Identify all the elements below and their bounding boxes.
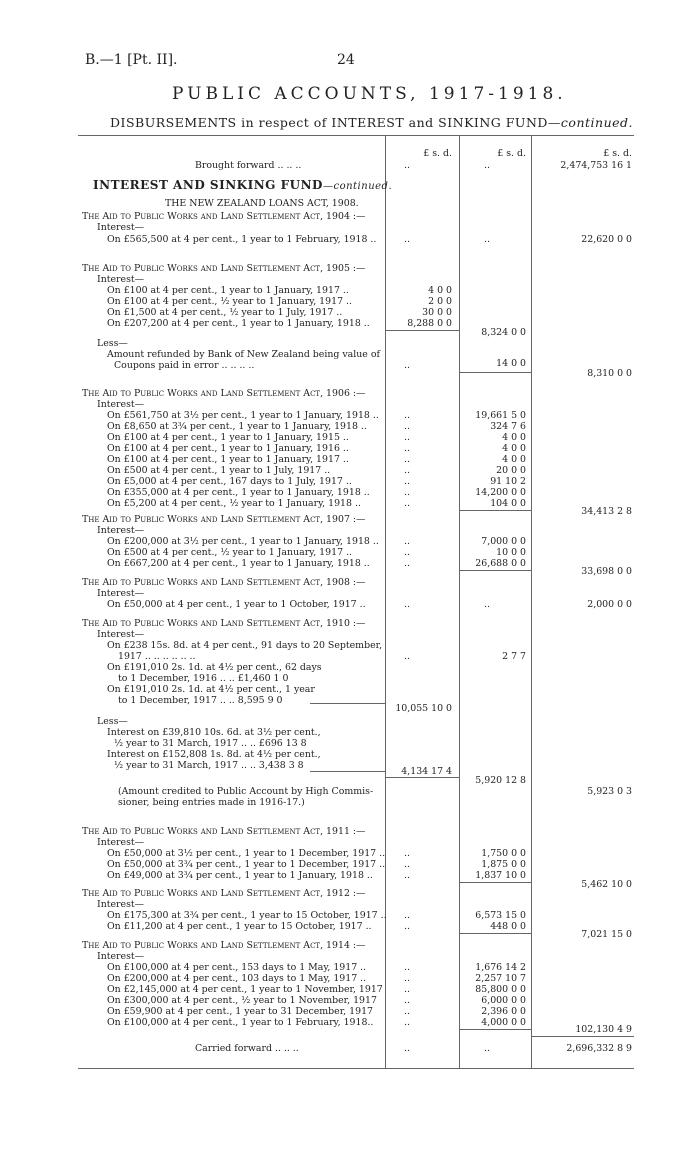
act-1906-line: On £500 at 4 per cent., 1 year to 1 July, 1917 .. — [107, 465, 331, 476]
act-1907-title: The Aid to Public Works and Land Settlement Act, 1907 :— — [82, 514, 366, 525]
act-1910-note-2: sioner, being entries made in 1916-17.) — [118, 797, 305, 808]
act-1904-total: 22,620 0 0 — [581, 234, 632, 245]
act-1906-line-value: 104 0 0 — [490, 498, 526, 509]
column-divider-2 — [459, 135, 460, 1068]
act-1911-total: 5,462 10 0 — [581, 879, 632, 890]
act-1905-line-value: 4 0 0 — [428, 285, 452, 296]
act-1910-line-2b: to 1 December, 1916 .. .. £1,460 1 0 — [118, 673, 289, 684]
act-1907-total: 33,698 0 0 — [581, 566, 632, 577]
act-1910-sum-rule — [310, 703, 385, 704]
act-1906-title: The Aid to Public Works and Land Settlement Act, 1906 :— — [82, 388, 366, 399]
act-1911-line-value: 1,837 10 0 — [475, 870, 526, 881]
brought-forward-total: 2,474,753 16 1 — [560, 160, 632, 171]
act-1906-line-dots: .. — [404, 476, 410, 487]
column-header-3: £ s. d. — [603, 148, 632, 159]
act-1910-total: 5,923 0 3 — [587, 786, 632, 797]
act-1908-interest: Interest— — [97, 588, 145, 599]
act-1912-interest: Interest— — [97, 899, 145, 910]
act-1905-refund-dots: .. — [404, 360, 410, 371]
act-1905-title: The Aid to Public Works and Land Settlement Act, 1905 :— — [82, 263, 366, 274]
act-1906-line-dots: .. — [404, 443, 410, 454]
subtitle-continued: —continued. — [547, 115, 633, 130]
act-1914-line-value: 6,000 0 0 — [481, 995, 526, 1006]
act-1910-line-1-value: 2 7 7 — [502, 651, 526, 662]
act-1914-line-value: 2,396 0 0 — [481, 1006, 526, 1017]
act-heading: THE NEW ZEALAND LOANS ACT, 1908. — [165, 198, 359, 209]
act-1910-less-line-1a: Interest on £39,810 10s. 6d. at 3½ per cent., — [107, 727, 321, 738]
act-1907-line: On £667,200 at 4 per cent., 1 year to 1 January, 1918 .. — [107, 558, 370, 569]
act-1906-line-value: 19,661 5 0 — [475, 410, 526, 421]
act-1914-title: The Aid to Public Works and Land Settlement Act, 1914 :— — [82, 940, 366, 951]
act-1905-line-value: 8,288 0 0 — [407, 318, 452, 329]
act-1905-refund-value: 14 0 0 — [496, 358, 526, 369]
act-1906-line-value: 324 7 6 — [490, 421, 526, 432]
act-1907-line-value: 26,688 0 0 — [475, 558, 526, 569]
act-1906-line-dots: .. — [404, 487, 410, 498]
act-1914-line: On £59,900 at 4 per cent., 1 year to 31 December, 1917 — [107, 1006, 374, 1017]
act-1906-line-value: 14,200 0 0 — [475, 487, 526, 498]
act-1907-line-value: 7,000 0 0 — [481, 536, 526, 547]
act-1905-line-value: 30 0 0 — [422, 307, 452, 318]
act-1914-line: On £100,000 at 4 per cent., 1 year to 1 February, 1918.. — [107, 1017, 374, 1028]
act-1908-total: 2,000 0 0 — [587, 599, 632, 610]
act-1912-line-value: 6,573 15 0 — [475, 910, 526, 921]
act-1905-line: On £1,500 at 4 per cent., ½ year to 1 July, 1917 .. — [107, 307, 343, 318]
act-1906-line-value: 4 0 0 — [502, 432, 526, 443]
act-1907-sum-rule — [459, 570, 531, 571]
act-1908-line: On £50,000 at 4 per cent., 1 year to 1 October, 1917 .. — [107, 599, 366, 610]
act-1914-line: On £300,000 at 4 per cent., ½ year to 1 November, 1917 — [107, 995, 377, 1006]
act-1910-sum: 10,055 10 0 — [395, 703, 452, 714]
act-1906-line-dots: .. — [404, 465, 410, 476]
act-1914-line-dots: .. — [404, 1006, 410, 1017]
act-1911-interest: Interest— — [97, 837, 145, 848]
act-1907-line: On £200,000 at 3½ per cent., 1 year to 1 January, 1918 .. — [107, 536, 379, 547]
act-1910-note-1: (Amount credited to Public Account by High Commis- — [118, 786, 374, 797]
act-1905-interest: Interest— — [97, 274, 145, 285]
act-1912-line-value: 448 0 0 — [490, 921, 526, 932]
act-1906-line: On £100 at 4 per cent., 1 year to 1 January, 1915 .. — [107, 432, 349, 443]
act-1914-line-value: 85,800 0 0 — [475, 984, 526, 995]
act-1910-line-1a: On £238 15s. 8d. at 4 per cent., 91 days to 20 September, — [107, 640, 383, 651]
act-1914-interest: Interest— — [97, 951, 145, 962]
act-1910-line-2a: On £191,010 2s. 1d. at 4½ per cent., 62 days — [107, 662, 322, 673]
act-1914-line-dots: .. — [404, 962, 410, 973]
act-1907-line-value: 10 0 0 — [496, 547, 526, 558]
act-1914-line-dots: .. — [404, 995, 410, 1006]
act-1906-line-value: 91 10 2 — [490, 476, 526, 487]
act-1914-line-value: 2,257 10 7 — [475, 973, 526, 984]
act-1914-total: 102,130 4 9 — [575, 1024, 632, 1035]
act-1907-line: On £500 at 4 per cent., ½ year to 1 January, 1917 .. — [107, 547, 352, 558]
act-1912-sum-rule — [459, 933, 531, 934]
act-1906-line-value: 20 0 0 — [496, 465, 526, 476]
page-number: 24 — [337, 52, 355, 68]
act-1914-line-value: 4,000 0 0 — [481, 1017, 526, 1028]
act-1910-less-line-1b: ½ year to 31 March, 1917 .. .. £696 13 8 — [114, 738, 307, 749]
page-title: PUBLIC ACCOUNTS, 1917-1918. — [172, 84, 567, 104]
act-1906-line-value: 4 0 0 — [502, 454, 526, 465]
brought-forward-dots-2: .. — [484, 160, 490, 171]
act-1910-less: Less— — [97, 716, 128, 727]
carried-forward-rule — [531, 1036, 634, 1037]
act-1908-dots-2: .. — [484, 599, 490, 610]
act-1914-line-dots: .. — [404, 973, 410, 984]
act-1905-less: Less— — [97, 338, 128, 349]
act-1904-line: On £565,500 at 4 per cent., 1 year to 1 February, 1918 .. — [107, 234, 377, 245]
act-1906-line: On £561,750 at 3½ per cent., 1 year to 1 January, 1918 .. — [107, 410, 379, 421]
act-1905-net-rule — [459, 372, 531, 373]
act-1906-line: On £100 at 4 per cent., 1 year to 1 January, 1916 .. — [107, 443, 349, 454]
series-code: B.—1 [Pt. II]. — [85, 52, 178, 68]
act-1910-interest: Interest— — [97, 629, 145, 640]
act-1906-line: On £8,650 at 3¾ per cent., 1 year to 1 January, 1918 .. — [107, 421, 367, 432]
act-1905-line: On £100 at 4 per cent., 1 year to 1 January, 1917 .. — [107, 285, 349, 296]
act-1908-title: The Aid to Public Works and Land Settlement Act, 1908 :— — [82, 577, 366, 588]
act-1911-line-dots: .. — [404, 870, 410, 881]
act-1906-interest: Interest— — [97, 399, 145, 410]
act-1910-less-rule — [310, 771, 385, 772]
act-1904-dots-2: .. — [484, 234, 490, 245]
act-1906-sum-rule — [459, 510, 531, 511]
act-1910-net: 5,920 12 8 — [475, 775, 526, 786]
act-1906-line: On £100 at 4 per cent., 1 year to 1 January, 1917 .. — [107, 454, 349, 465]
act-1904-interest: Interest— — [97, 222, 145, 233]
act-1910-less-sum: 4,134 17 4 — [401, 766, 452, 777]
act-1914-line: On £200,000 at 4 per cent., 103 days to 1 May, 1917 .. — [107, 973, 367, 984]
act-1910-less-line-2b: ½ year to 31 March, 1917 .. .. 3,438 3 8 — [114, 760, 304, 771]
act-1914-line-dots: .. — [404, 1017, 410, 1028]
carried-forward-dots-2: .. — [484, 1043, 490, 1054]
act-1912-line: On £11,200 at 4 per cent., 1 year to 15 October, 1917 .. — [107, 921, 372, 932]
act-1905-refund-line-1: Amount refunded by Bank of New Zealand being value of — [107, 349, 380, 360]
act-1911-line-value: 1,875 0 0 — [481, 859, 526, 870]
act-1910-line-3b: to 1 December, 1917 .. .. 8,595 9 0 — [118, 695, 283, 706]
act-1914-line: On £2,145,000 at 4 per cent., 1 year to 1 November, 1917 — [107, 984, 383, 995]
act-1907-line-dots: .. — [404, 558, 410, 569]
act-1905-total: 8,310 0 0 — [587, 368, 632, 379]
act-1905-subtotal: 8,324 0 0 — [481, 327, 526, 338]
act-1905-line: On £100 at 4 per cent., ½ year to 1 January, 1917 .. — [107, 296, 352, 307]
act-1912-line-dots: .. — [404, 921, 410, 932]
act-1910-line-3a: On £191,010 2s. 1d. at 4½ per cent., 1 year — [107, 684, 315, 695]
act-1914-line-value: 1,676 14 2 — [475, 962, 526, 973]
act-1904-dots-1: .. — [404, 234, 410, 245]
table-bottom-rule — [78, 1068, 634, 1069]
act-1911-title: The Aid to Public Works and Land Settlement Act, 1911 :— — [82, 826, 366, 837]
act-1911-line: On £49,000 at 3¾ per cent., 1 year to 1 January, 1918 .. — [107, 870, 373, 881]
act-1911-line-dots: .. — [404, 859, 410, 870]
act-1911-line-value: 1,750 0 0 — [481, 848, 526, 859]
act-1914-line: On £100,000 at 4 per cent., 153 days to 1 May, 1917 .. — [107, 962, 367, 973]
act-1906-line-dots: .. — [404, 410, 410, 421]
section-heading — [93, 178, 392, 192]
act-1910-line-1b: 1917 .. .. .. .. .. .. — [118, 651, 196, 662]
act-1914-line-dots: .. — [404, 984, 410, 995]
act-1914-sum-rule — [459, 1029, 531, 1030]
act-1908-dots-1: .. — [404, 599, 410, 610]
carried-forward-dots-1: .. — [404, 1043, 410, 1054]
table-top-rule — [78, 135, 634, 136]
column-header-2: £ s. d. — [497, 148, 526, 159]
act-1907-interest: Interest— — [97, 525, 145, 536]
act-1906-total: 34,413 2 8 — [581, 506, 632, 517]
act-1912-line-dots: .. — [404, 910, 410, 921]
act-1912-line: On £175,300 at 3¾ per cent., 1 year to 15 October, 1917 .. — [107, 910, 387, 921]
carried-forward-label: Carried forward .. .. .. — [195, 1043, 299, 1054]
act-1906-line-dots: .. — [404, 498, 410, 509]
act-1907-line-dots: .. — [404, 547, 410, 558]
act-1905-sum-rule — [385, 330, 459, 331]
act-1910-net-rule — [385, 777, 459, 778]
act-1911-line-dots: .. — [404, 848, 410, 859]
act-1907-line-dots: .. — [404, 536, 410, 547]
act-1906-line-dots: .. — [404, 421, 410, 432]
column-header-1: £ s. d. — [423, 148, 452, 159]
act-1912-title: The Aid to Public Works and Land Settlement Act, 1912 :— — [82, 888, 366, 899]
act-1910-less-line-2a: Interest on £152,808 1s. 8d. at 4½ per cent., — [107, 749, 321, 760]
act-1905-line: On £207,200 at 4 per cent., 1 year to 1 January, 1918 .. — [107, 318, 370, 329]
act-1911-line: On £50,000 at 3½ per cent., 1 year to 1 December, 1917 .. — [107, 848, 386, 859]
section-heading-text: INTEREST AND SINKING FUND — [93, 178, 323, 192]
brought-forward-label: Brought forward .. .. .. — [195, 160, 302, 171]
brought-forward-dots-1: .. — [404, 160, 410, 171]
act-1910-line-1-dots: .. — [404, 651, 410, 662]
act-1905-refund-line-2: Coupons paid in error .. .. .. .. — [114, 360, 255, 371]
act-1906-line-dots: .. — [404, 432, 410, 443]
act-1906-line-dots: .. — [404, 454, 410, 465]
act-1904-title: The Aid to Public Works and Land Settlement Act, 1904 :— — [82, 211, 366, 222]
page-subtitle — [110, 115, 633, 130]
act-1911-line: On £50,000 at 3¾ per cent., 1 year to 1 December, 1917 .. — [107, 859, 386, 870]
act-1906-line: On £355,000 at 4 per cent., 1 year to 1 January, 1918 .. — [107, 487, 370, 498]
act-1905-line-value: 2 0 0 — [428, 296, 452, 307]
column-divider-1 — [385, 135, 386, 1068]
act-1906-line: On £5,000 at 4 per cent., 167 days to 1 July, 1917 .. — [107, 476, 352, 487]
act-1906-line-value: 4 0 0 — [502, 443, 526, 454]
act-1906-line: On £5,200 at 4 per cent., ½ year to 1 January, 1918 .. — [107, 498, 361, 509]
column-divider-3 — [531, 135, 532, 1068]
act-1910-title: The Aid to Public Works and Land Settlement Act, 1910 :— — [82, 618, 366, 629]
subtitle-main: DISBURSEMENTS in respect of INTEREST and SINKING FUND — [110, 115, 548, 130]
section-heading-continued: —continued. — [322, 181, 393, 192]
act-1911-sum-rule — [459, 882, 531, 883]
carried-forward-total: 2,696,332 8 9 — [566, 1043, 632, 1054]
act-1912-total: 7,021 15 0 — [581, 929, 632, 940]
